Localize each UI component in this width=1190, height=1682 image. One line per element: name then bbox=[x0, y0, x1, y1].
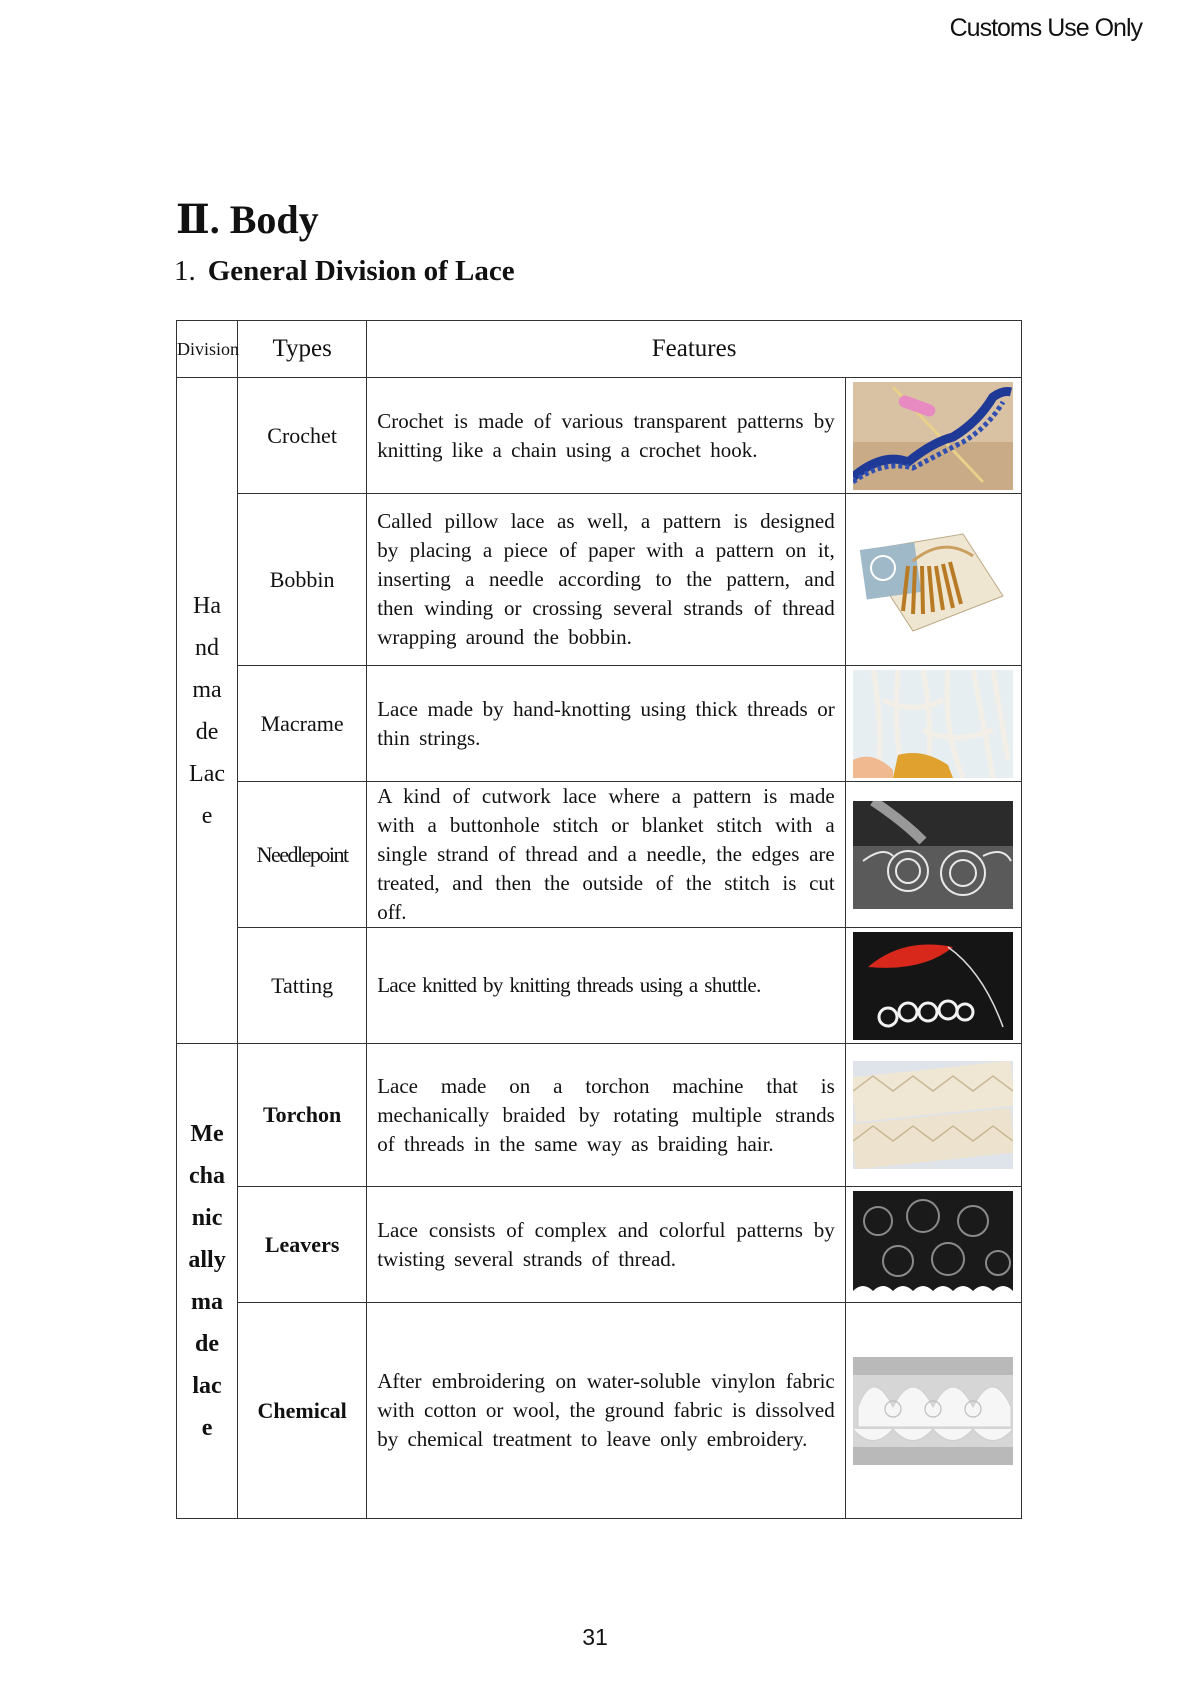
type-tatting: Tatting bbox=[238, 928, 367, 1044]
feature-tatting: Lace knitted by knitting threads using a shuttle. bbox=[367, 928, 846, 1044]
table-row bbox=[177, 1044, 1022, 1187]
division-mechanical: Me cha nic ally ma de lac e bbox=[177, 1044, 238, 1519]
table-row bbox=[177, 1187, 1022, 1303]
tatting-shuttle-photo-icon bbox=[853, 932, 1013, 1040]
type-crochet: Crochet bbox=[238, 378, 367, 494]
header-features: Features bbox=[367, 321, 1022, 378]
macrame-photo-icon bbox=[853, 670, 1013, 778]
feature-bobbin: Called pillow lace as well, a pattern is designed by placing a piece of paper with a pattern on it, inserting a needle according to the pattern, and then winding or crossing several strands of thread wrapping around the bobbin. bbox=[367, 494, 846, 666]
table-row bbox=[177, 928, 1022, 1044]
feature-torchon: Lace made on a torchon machine that is mechanically braided by rotating multiple strands of threads in the same way as braiding hair. bbox=[367, 1044, 846, 1187]
type-bobbin: Bobbin bbox=[238, 494, 367, 666]
table-row bbox=[177, 1303, 1022, 1519]
table-header-row bbox=[177, 321, 1022, 378]
type-macrame: Macrame bbox=[238, 666, 367, 782]
type-leavers: Leavers bbox=[238, 1187, 367, 1303]
bobbin-lace-photo-icon bbox=[853, 526, 1013, 634]
type-torchon: Torchon bbox=[238, 1044, 367, 1187]
feature-macrame: Lace made by hand-knotting using thick threads or thin strings. bbox=[367, 666, 846, 782]
chemical-lace-photo-icon bbox=[853, 1357, 1013, 1465]
subsection-title-text: General Division of Lace bbox=[207, 255, 515, 287]
subsection-title bbox=[174, 255, 515, 288]
feature-crochet: Crochet is made of various transparent patterns by knitting like a chain using a crochet hook. bbox=[367, 378, 846, 494]
crochet-photo-icon bbox=[853, 382, 1013, 490]
subsection-number: 1. bbox=[174, 255, 196, 287]
division-handmade: Ha nd ma de Lac e bbox=[177, 378, 238, 1044]
section-title: Ⅱ. Body bbox=[176, 197, 319, 242]
needlepoint-lace-photo-icon bbox=[853, 801, 1013, 909]
torchon-lace-photo-icon bbox=[853, 1061, 1013, 1169]
type-chemical: Chemical bbox=[238, 1303, 367, 1519]
header-types: Types bbox=[238, 321, 367, 378]
feature-chemical: After embroidering on water-soluble vinylon fabric with cotton or wool, the ground fabric is dissolved by chemical treatment to leave only embroidery. bbox=[367, 1303, 846, 1519]
page-number: 31 bbox=[582, 1624, 608, 1650]
leavers-lace-photo-icon bbox=[853, 1191, 1013, 1299]
table-row bbox=[177, 782, 1022, 928]
header-division: Division bbox=[177, 321, 238, 378]
table-row bbox=[177, 666, 1022, 782]
table-row bbox=[177, 378, 1022, 494]
type-needlepoint: Needlepoint bbox=[238, 782, 367, 928]
table-row bbox=[177, 494, 1022, 666]
customs-use-only-note: Customs Use Only bbox=[949, 14, 1142, 42]
feature-leavers: Lace consists of complex and colorful patterns by twisting several strands of thread. bbox=[367, 1187, 846, 1303]
lace-division-table bbox=[176, 320, 1022, 1519]
feature-needlepoint: A kind of cutwork lace where a pattern is made with a buttonhole stitch or blanket stitch with a single strand of thread and a needle, the edges are treated, and then the outside of the stitch is cut off. bbox=[367, 782, 846, 928]
